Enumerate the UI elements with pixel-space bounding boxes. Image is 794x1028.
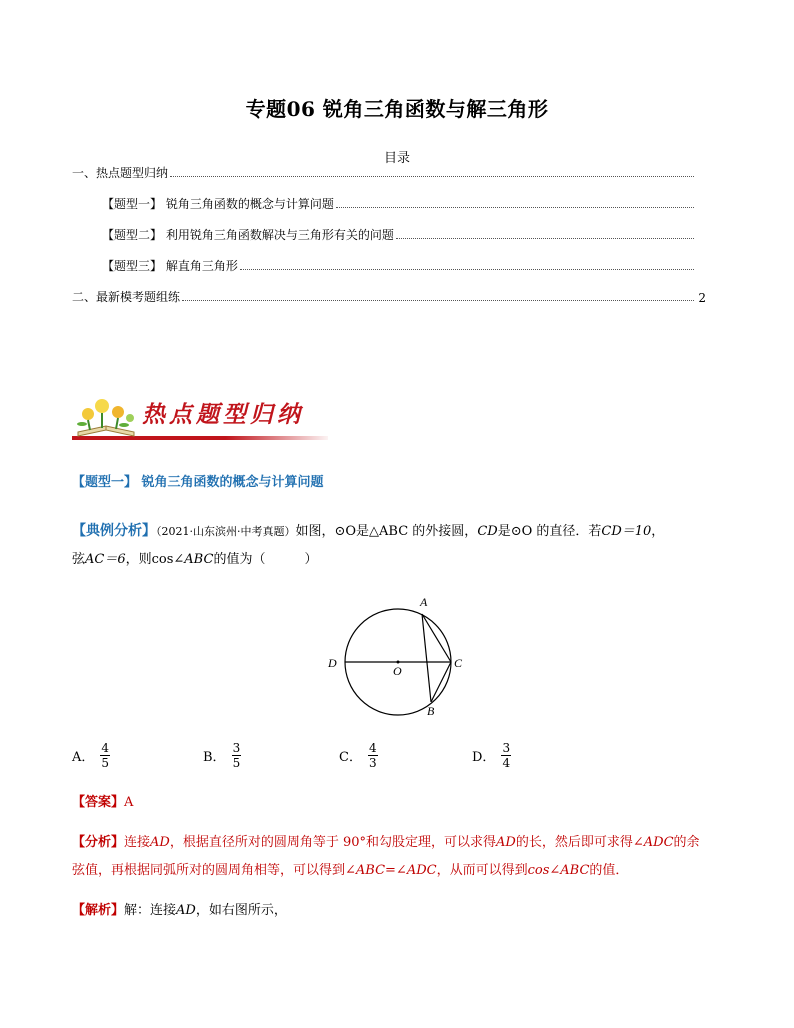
analysis-line-1 (72, 830, 732, 856)
banner-title: 热点题型归纳 (142, 402, 304, 428)
point-label-o: O (393, 664, 402, 678)
toc-label: 一、热点题型归纳 (72, 166, 169, 180)
denominator: 5 (101, 756, 110, 770)
toc-row-type-3[interactable] (72, 258, 706, 274)
analysis-text: ，根据直径所对的圆周角等于 90°和勾股定理，可以求得 (169, 835, 497, 850)
answer-label: 【答案】 (72, 795, 125, 810)
analysis-text: 弦值，再根据同弧所对的圆周角相等，可以得到 (72, 863, 346, 878)
chord-bc (431, 662, 451, 702)
numerator: 3 (502, 741, 511, 755)
choice-letter: B． (203, 750, 226, 765)
math-ad: AD (150, 835, 170, 850)
math-cd: CD (477, 524, 498, 539)
choice-b[interactable] (203, 741, 241, 770)
math-angle-eq: ∠ABC=∠ADC (345, 863, 437, 878)
toc-heading: 目录 (383, 151, 410, 166)
toc-label: 【题型三】 解直角三角形 (102, 259, 238, 273)
example-text: 的值为（ ） (213, 552, 318, 567)
answer-line (72, 790, 133, 816)
point-label-d: D (328, 656, 337, 670)
numerator: 3 (232, 741, 241, 755)
choice-fraction (368, 741, 378, 770)
toc-row-type-2[interactable] (72, 227, 706, 243)
point-label-a: A (420, 595, 428, 609)
book-flower-icon (77, 399, 134, 436)
denominator: 4 (502, 756, 511, 770)
math-ad: AD (496, 835, 516, 850)
analysis-block (72, 830, 732, 884)
example-text: 是⊙O 的直径．若 (497, 524, 602, 539)
toc-row-mock-exams[interactable] (72, 289, 706, 305)
toc-leader (182, 300, 694, 301)
solution-line (72, 898, 287, 924)
example-text: 弦 (72, 552, 86, 567)
example-text: ， (651, 524, 665, 539)
analysis-text: 的值． (589, 863, 629, 878)
math-abc: ABC (184, 552, 214, 567)
example-line-1 (72, 518, 732, 545)
toc-label: 【题型二】 利用锐角三角函数解决与三角形有关的问题 (102, 228, 394, 242)
toc-leader (336, 207, 694, 208)
analysis-text: 的余 (673, 835, 700, 850)
page-title: 专题06 锐角三角函数与解三角形 (245, 97, 549, 121)
toc-label: 二、最新模考题组练 (72, 290, 181, 304)
analysis-label: 【分析】 (72, 835, 125, 850)
point-label-b: B (427, 704, 435, 718)
example-label: 【典例分析】 (72, 523, 156, 539)
toc-leader (396, 238, 694, 239)
toc-label: 【题型一】 锐角三角函数的概念与计算问题 (102, 197, 334, 211)
toc-leader (240, 269, 694, 270)
toc-page: 2 (698, 291, 706, 305)
choice-a[interactable] (72, 741, 110, 770)
choice-d[interactable] (472, 741, 511, 770)
example-text: ，则cos∠ (125, 552, 185, 567)
toc-row-type-1[interactable] (72, 196, 706, 212)
choice-letter: D． (472, 750, 496, 765)
example-source: （2021·山东滨州·中考真题） (156, 525, 296, 538)
numerator: 4 (101, 741, 110, 755)
solution-text: 解：连接 (124, 903, 177, 918)
solution-text: ，如右图所示， (195, 903, 287, 918)
point-label-c: C (454, 656, 463, 670)
math-ad: AD (176, 903, 196, 918)
analysis-text: ，从而可以得到 (436, 863, 528, 878)
toc-leader (170, 176, 694, 177)
answer-value: A (124, 795, 134, 810)
denominator: 3 (368, 756, 377, 770)
example-line-2 (72, 547, 732, 573)
choice-c[interactable] (339, 741, 378, 770)
analysis-text: 连接 (124, 835, 151, 850)
example-text: 如图，⊙O是△ABC 的外接圆， (295, 524, 478, 539)
choice-fraction (100, 741, 110, 770)
choice-fraction (232, 741, 242, 770)
math-cd-eq: CD＝10 (601, 524, 652, 539)
analysis-line-2 (72, 858, 732, 884)
example-problem (72, 518, 732, 573)
math-cos-abc: cos∠ABC (527, 863, 590, 878)
analysis-text: 的长，然后即可求得 (515, 835, 633, 850)
solution-label: 【解析】 (72, 903, 125, 918)
choice-fraction (501, 741, 511, 770)
circle-figure (325, 592, 475, 722)
type-one-heading: 【题型一】 锐角三角函数的概念与计算问题 (72, 475, 324, 490)
math-angle-adc: ∠ADC (632, 835, 674, 850)
denominator: 5 (232, 756, 241, 770)
toc-row-hot-types[interactable] (72, 165, 706, 181)
toc (72, 163, 706, 305)
math-ac-eq: AC＝6 (85, 552, 126, 567)
choice-letter: C． (339, 750, 362, 765)
numerator: 4 (368, 741, 377, 755)
choice-letter: A． (72, 750, 95, 765)
